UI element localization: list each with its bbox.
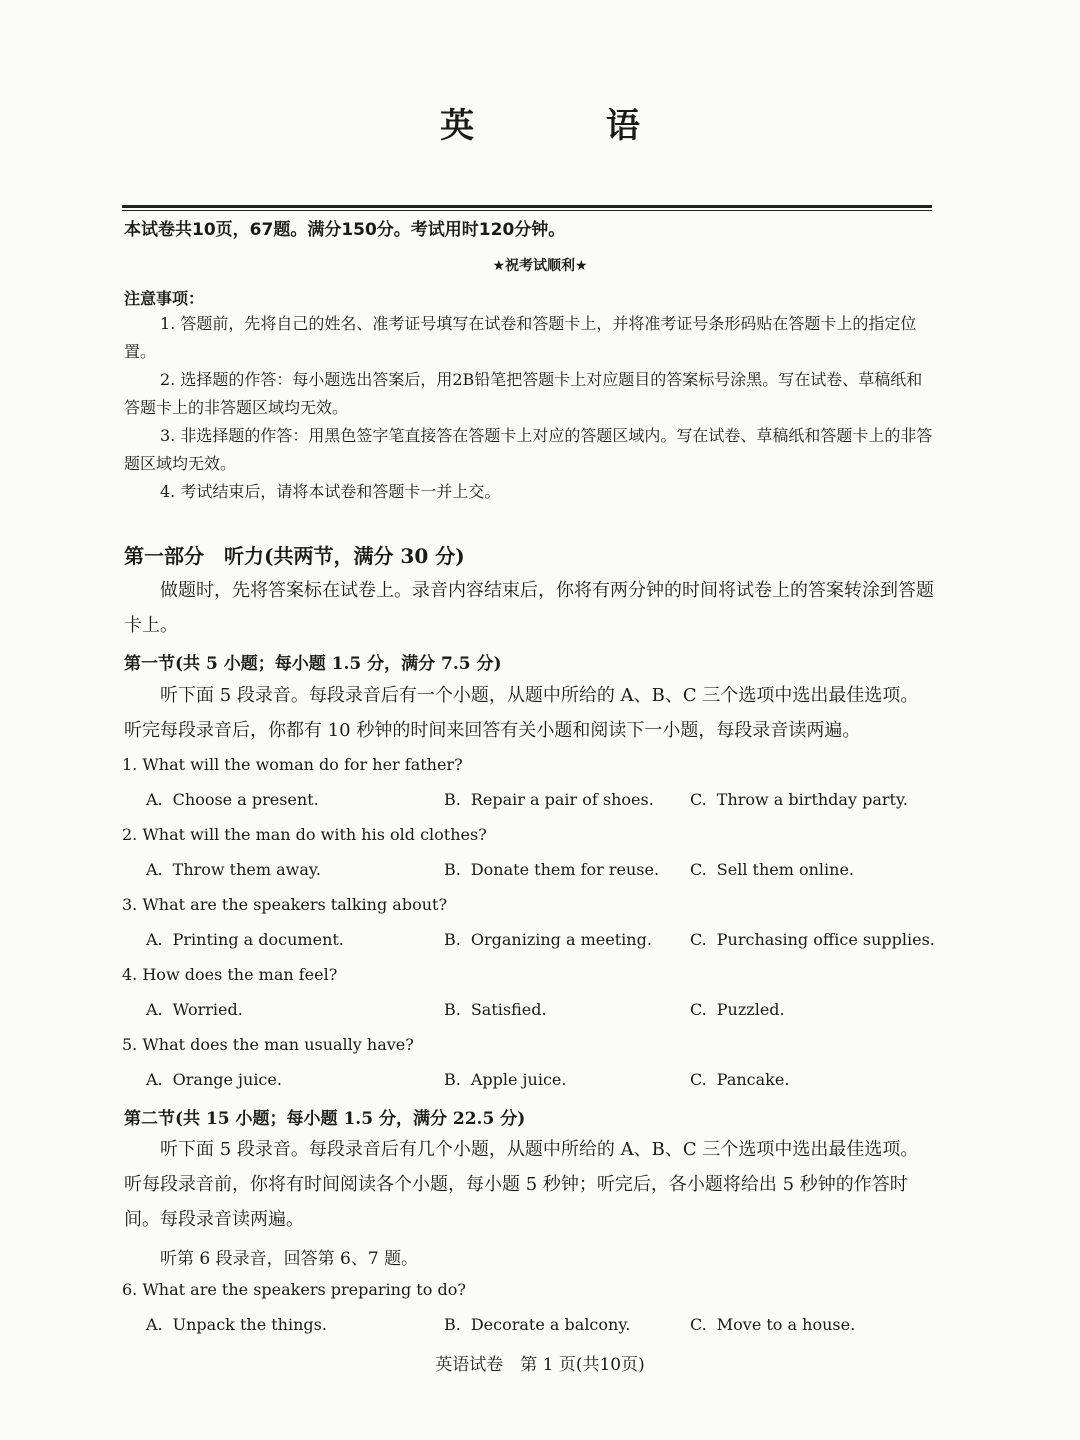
page-title: 英 语 (440, 106, 700, 146)
header-rule-thick (122, 205, 932, 208)
option-b[interactable]: B. Repair a pair of shoes. (444, 790, 654, 809)
option-b[interactable]: B. Apple juice. (444, 1070, 567, 1089)
option-b[interactable]: B. Donate them for reuse. (444, 860, 660, 879)
header-rule-thin (122, 210, 932, 211)
option-c[interactable]: C. Move to a house. (690, 1315, 856, 1334)
option-b[interactable]: B. Decorate a balcony. (444, 1315, 631, 1334)
note-item: 3. 非选择题的作答：用黑色签字笔直接答在答题卡上对应的答题区域内。写在试卷、草稿纸和答题卡上的非答题区域均无效。 (124, 426, 933, 473)
question-options (0, 860, 1080, 884)
notes-title: 注意事项： (124, 289, 205, 308)
option-c[interactable]: C. Puzzled. (690, 1000, 785, 1019)
section2-intro: 听下面 5 段录音。每段录音后有几个小题，从题中所给的 A、B、C 三个选项中选出最佳选项。听每段录音前，你将有时间阅读各个小题，每小题 5 秒钟；听完后，各小题将给出 5 秒钟的作答时间。每段录音读两遍。 (124, 1139, 919, 1230)
question-stem: 5. What does the man usually have? (122, 1035, 414, 1054)
part1-heading: 第一部分 听力(共两节，满分 30 分) (124, 544, 465, 568)
section1-intro: 听下面 5 段录音。每段录音后有一个小题，从题中所给的 A、B、C 三个选项中选出最佳选项。听完每段录音后，你都有 10 秒钟的时间来回答有关小题和阅读下一小题，每段录音读两遍。 (124, 685, 919, 741)
question-options (0, 1000, 1080, 1024)
question-stem: 3. What are the speakers talking about? (122, 895, 448, 914)
option-c[interactable]: C. Purchasing office supplies. (690, 930, 935, 949)
section2-instruction: 听第 6 段录音，回答第 6、7 题。 (160, 1249, 419, 1269)
exam-wish: ★祝考试顺利★ (492, 258, 588, 274)
question-stem: 1. What will the woman do for her father? (122, 755, 463, 774)
question-stem: 6. What are the speakers preparing to do? (122, 1280, 466, 1299)
page-footer: 英语试卷 第 1 页(共10页) (435, 1355, 645, 1375)
exam-meta: 本试卷共10页，67题。满分150分。考试用时120分钟。 (124, 220, 566, 240)
option-a[interactable]: A. Worried. (146, 1000, 243, 1019)
question-stem: 2. What will the man do with his old clothes? (122, 825, 487, 844)
option-c[interactable]: C. Throw a birthday party. (690, 790, 908, 809)
note-item: 2. 选择题的作答：每小题选出答案后，用2B铅笔把答题卡上对应题目的答案标号涂黑。写在试卷、草稿纸和答题卡上的非答题区域均无效。 (124, 370, 923, 417)
section2-heading: 第二节(共 15 小题；每小题 1.5 分，满分 22.5 分) (124, 1109, 526, 1129)
question-options (0, 1315, 1080, 1339)
notes-list (124, 310, 934, 506)
question-options (0, 1070, 1080, 1094)
part1-intro: 做题时，先将答案标在试卷上。录音内容结束后，你将有两分钟的时间将试卷上的答案转涂到答题卡上。 (124, 580, 934, 636)
question-options (0, 790, 1080, 814)
section1-heading: 第一节(共 5 小题；每小题 1.5 分，满分 7.5 分) (124, 654, 502, 674)
option-c[interactable]: C. Sell them online. (690, 860, 855, 879)
note-item: 4. 考试结束后，请将本试卷和答题卡一并上交。 (160, 482, 501, 501)
option-c[interactable]: C. Pancake. (690, 1070, 790, 1089)
question-stem: 4. How does the man feel? (122, 965, 338, 984)
note-item: 1. 答题前，先将自己的姓名、准考证号填写在试卷和答题卡上，并将准考证号条形码贴在答题卡上的指定位置。 (124, 314, 917, 361)
option-a[interactable]: A. Throw them away. (146, 860, 321, 879)
option-a[interactable]: A. Unpack the things. (146, 1315, 327, 1334)
option-a[interactable]: A. Choose a present. (146, 790, 319, 809)
option-a[interactable]: A. Orange juice. (146, 1070, 282, 1089)
option-b[interactable]: B. Satisfied. (444, 1000, 547, 1019)
question-options (0, 930, 1080, 954)
option-a[interactable]: A. Printing a document. (146, 930, 344, 949)
option-b[interactable]: B. Organizing a meeting. (444, 930, 652, 949)
